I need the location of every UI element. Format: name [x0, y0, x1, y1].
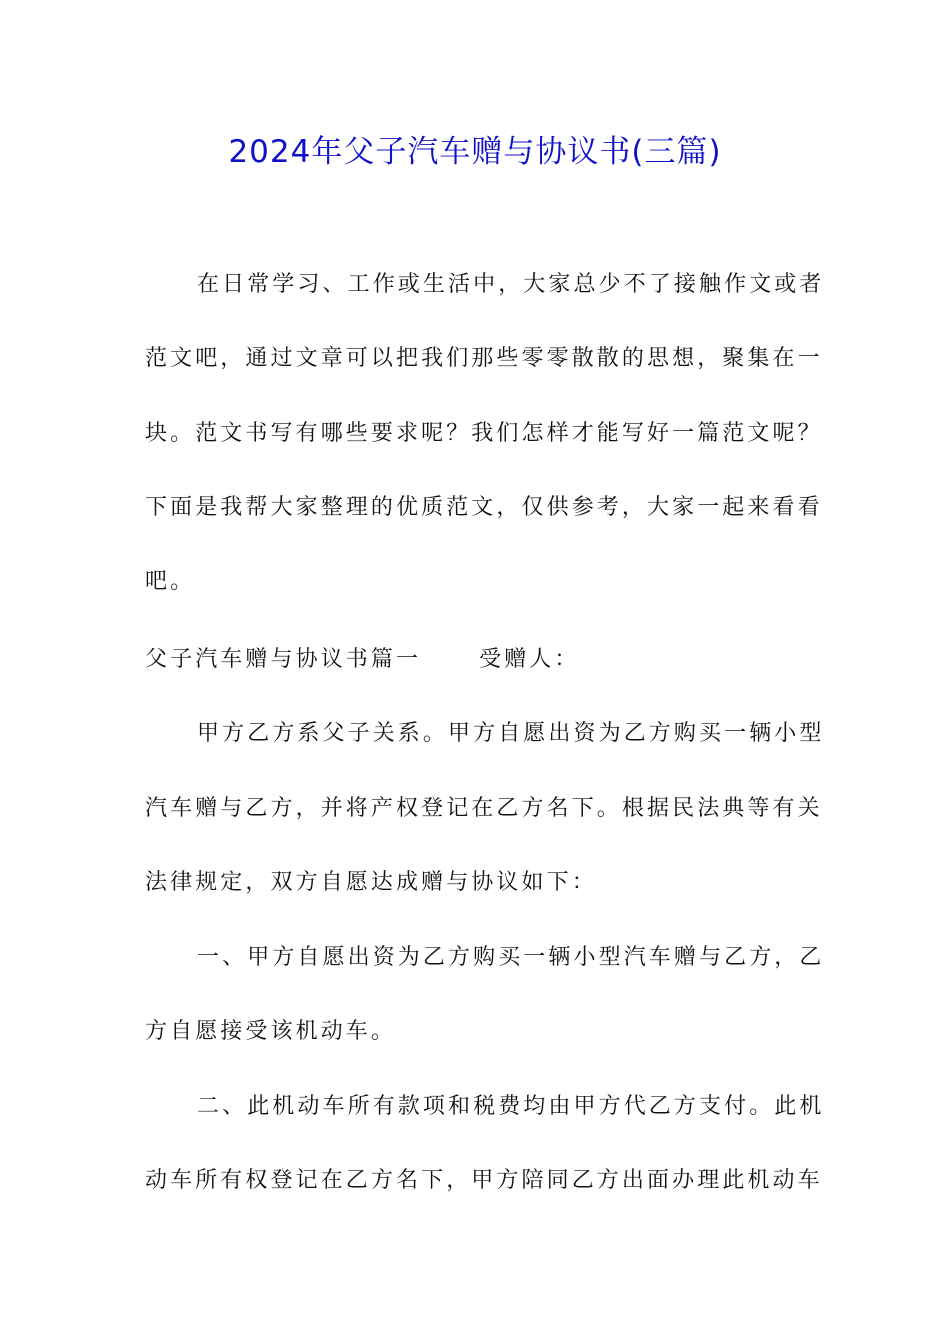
document-title: 2024年父子汽车赠与协议书(三篇) — [228, 134, 722, 170]
clause-line: 方自愿接受该机动车。 — [145, 1019, 397, 1044]
intro-line: 在日常学习、工作或生活中，大家总少不了接触作文或者 — [197, 272, 825, 297]
intro-line: 吧。 — [145, 569, 196, 594]
clause-line: 一、甲方自愿出资为乙方购买一辆小型汽车赠与乙方，乙 — [197, 945, 825, 970]
section-heading: 父子汽车赠与协议书篇一 — [145, 647, 422, 672]
paragraph-line: 甲方乙方系父子关系。甲方自愿出资为乙方购买一辆小型 — [197, 721, 825, 746]
section-party-label: 受赠人： — [479, 647, 580, 672]
paragraph-line: 法律规定，双方自愿达成赠与协议如下： — [145, 870, 597, 895]
clause-line: 二、此机动车所有款项和税费均由甲方代乙方支付。此机 — [197, 1094, 825, 1119]
intro-line: 块。范文书写有哪些要求呢？我们怎样才能写好一篇范文呢？ — [145, 421, 823, 446]
intro-line: 下面是我帮大家整理的优质范文，仅供参考，大家一起来看看 — [145, 495, 823, 520]
intro-line: 范文吧，通过文章可以把我们那些零零散散的思想，聚集在一 — [145, 346, 823, 371]
section-heading-line — [145, 644, 815, 676]
clause-line: 动车所有权登记在乙方名下，甲方陪同乙方出面办理此机动车 — [145, 1168, 823, 1193]
paragraph-line: 汽车赠与乙方，并将产权登记在乙方名下。根据民法典等有关 — [145, 796, 823, 821]
